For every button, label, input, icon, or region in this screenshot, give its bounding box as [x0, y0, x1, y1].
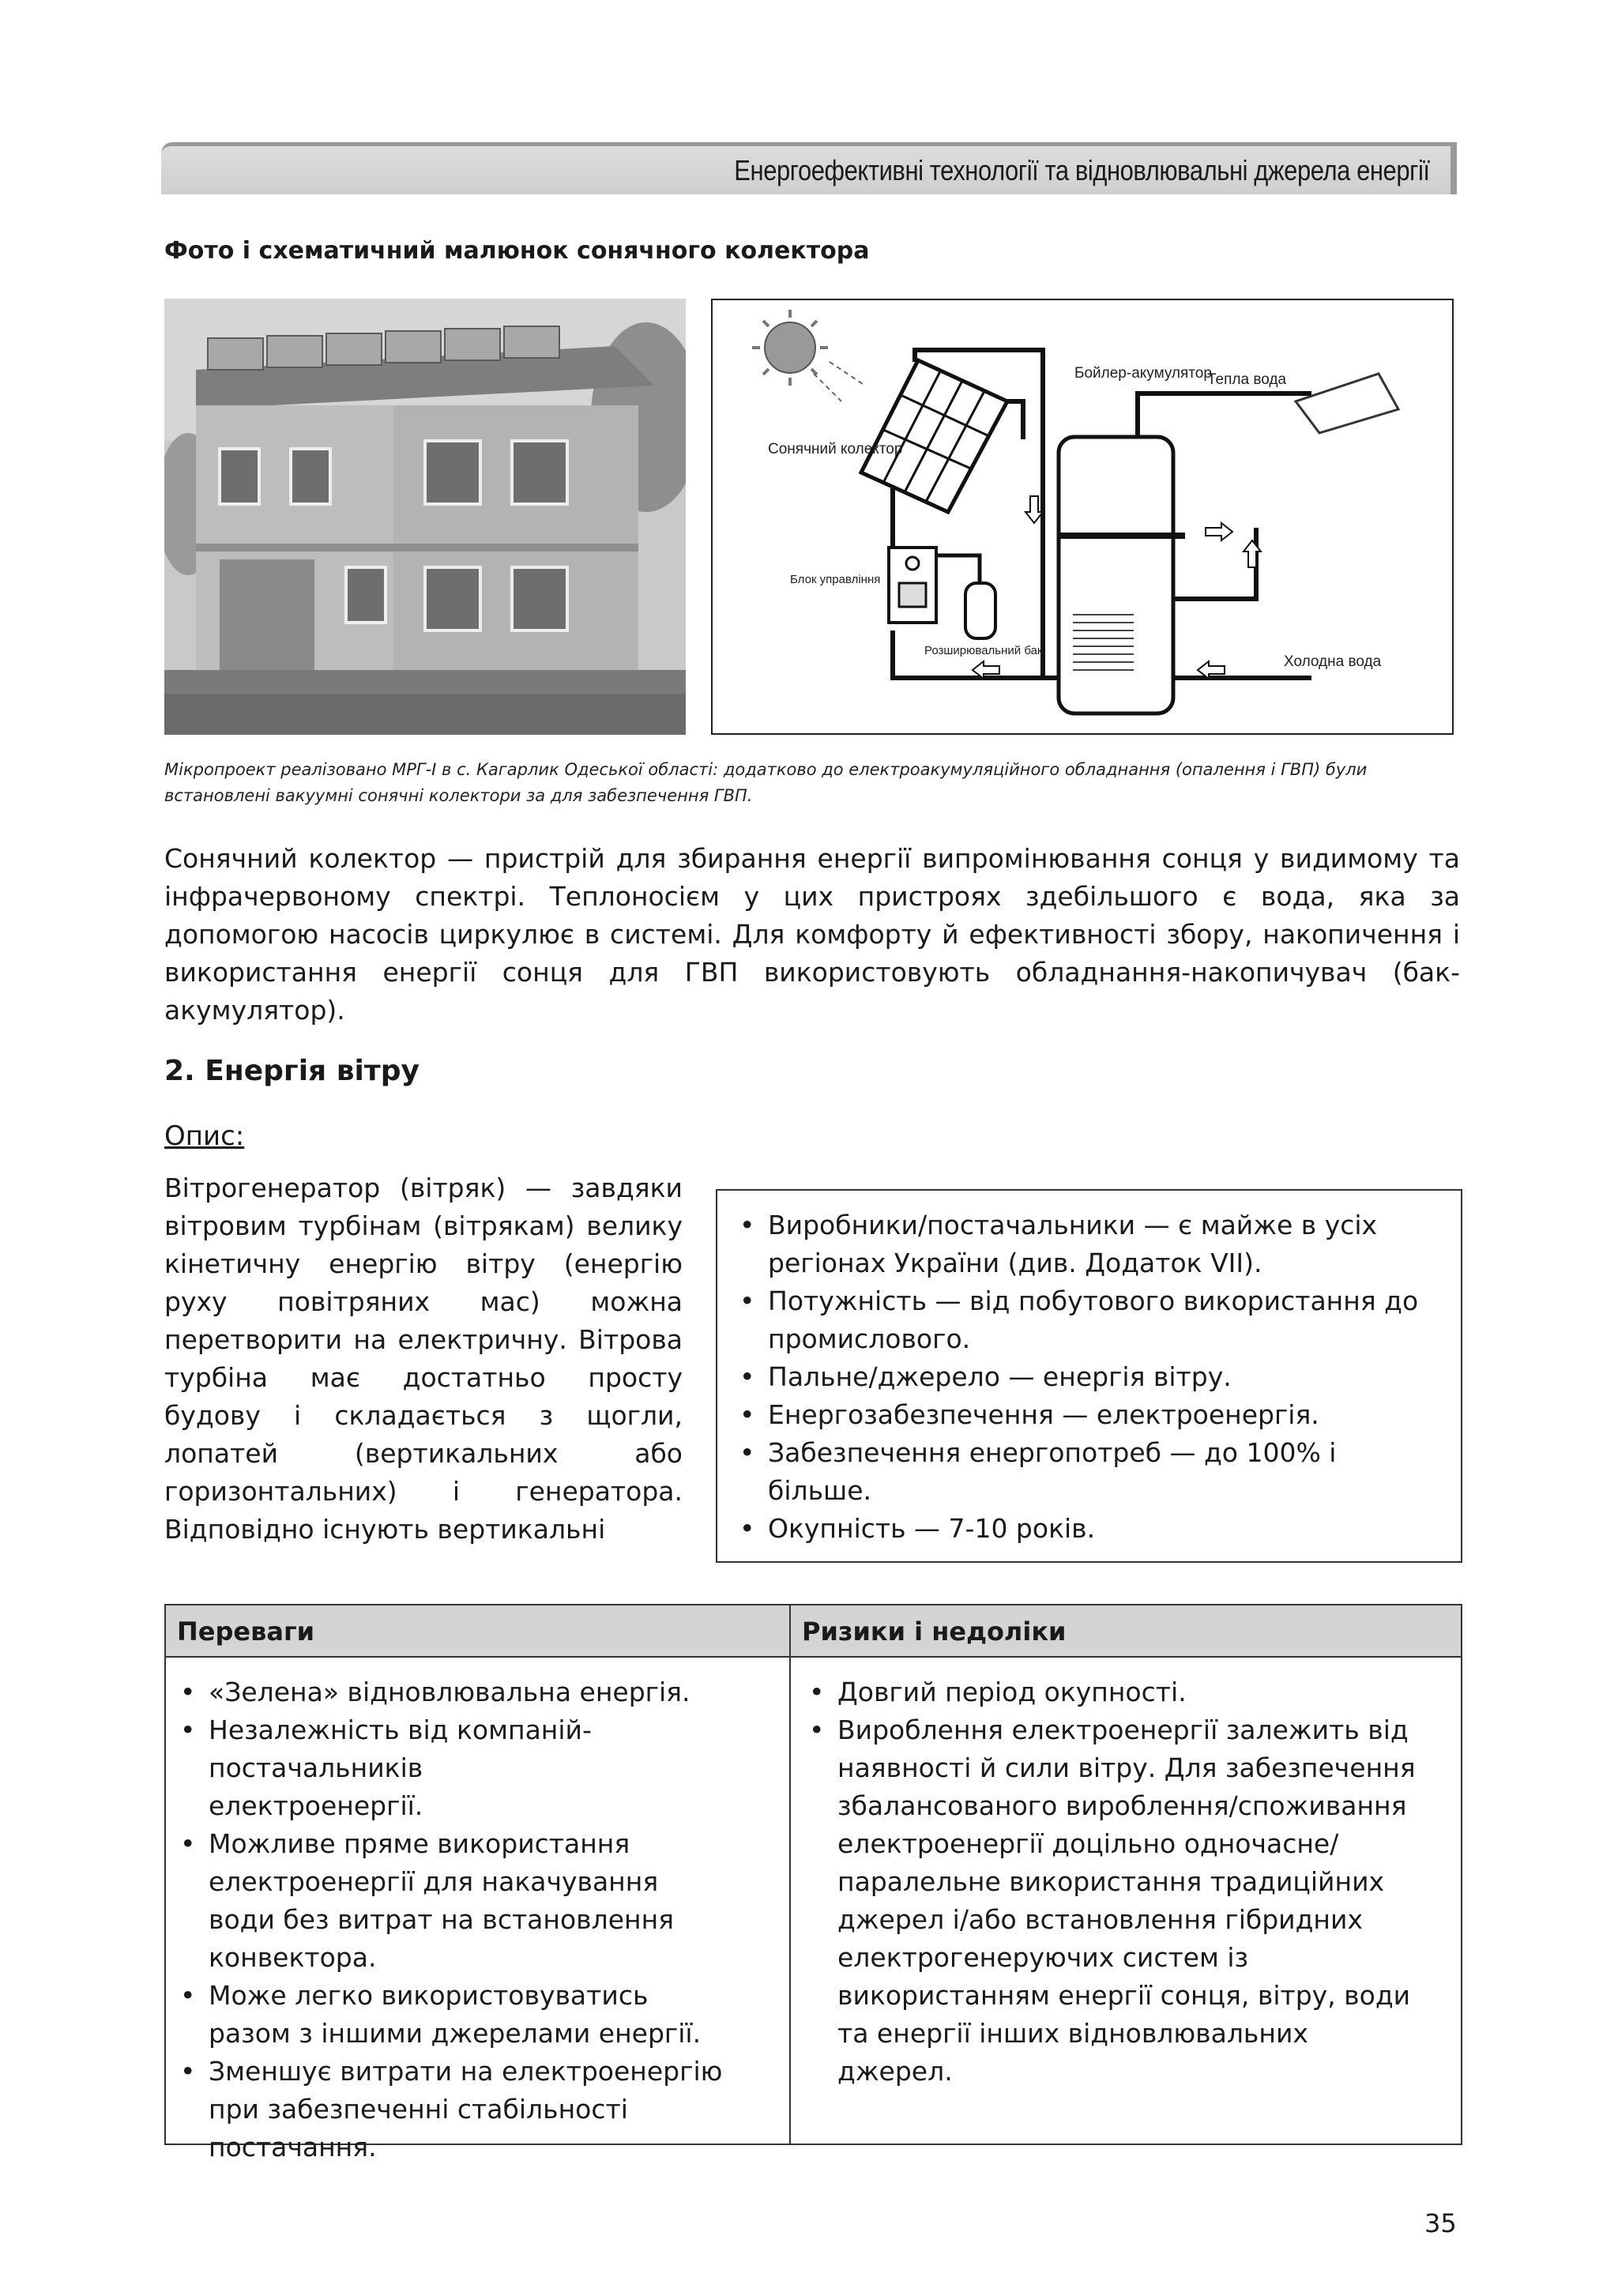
description-label: Опис:	[164, 1120, 245, 1152]
cons-item: • Вироблення електроенергії залежить від наявності й сили вітру. Для забезпечення збалансованого вироблення/споживання електроенергії доцільно одночасне/паралельне використання традиційних джерел і/або встановлення гібридних електрогенеруючих систем із використанням енергії сонця, вітру, води та енергії інших відновлювальних джерел.	[806, 1711, 1454, 2091]
pros-item: • Можливе пряме використання електроенергії для накачування води без витрат на встановлення конвектора.	[177, 1825, 777, 1977]
figure-title: Фото і схематичний малюнок сонячного колектора	[164, 237, 870, 265]
pros-item: • «Зелена» відновлювальна енергія.	[177, 1673, 777, 1711]
solar-collector-diagram	[711, 299, 1454, 735]
diagram-label-boiler: Бойлер-акумулятор	[1074, 365, 1212, 382]
diagram-label-tank: Розширювальний бак	[924, 644, 1043, 657]
running-header-title: Енергоефективні технології та відновлювальні джерела енергії	[734, 154, 1430, 186]
building-photo	[164, 299, 686, 735]
expansion-tank	[965, 583, 995, 638]
fact-item: • Виробники/постачальники — є майже в усіх регіонах України (див. Додаток VII).	[736, 1206, 1445, 1282]
intro-paragraph: Сонячний колектор — пристрій для збирання енергії випромінювання сонця у видимому та інфрачервоному спектрі. Теплоносієм у цих пристроях здебільшого є вода, яка за допомогою насосів циркулює в системі. Для комфорту й ефективності збору, накопичення і використання енергії сонця для ГВП використовують обладнання-накопичувач (бак-акумулятор).	[164, 843, 1460, 1026]
pros-list	[177, 1673, 777, 2166]
pros-item: • Зменшує витрати на електроенергію при забезпеченні стабільності постачання.	[177, 2053, 777, 2166]
diagram-label-cold: Холодна вода	[1284, 653, 1382, 670]
boiler-tank	[1059, 437, 1173, 713]
fact-item: • Пальне/джерело — енергія вітру.	[736, 1358, 1445, 1396]
wind-facts-box	[716, 1189, 1462, 1563]
column-divider	[789, 1605, 791, 2144]
pros-item: • Незалежність від компаній-постачальників електроенергії.	[177, 1711, 777, 1825]
cons-list	[806, 1673, 1454, 2091]
fact-item: • Енергозабезпечення — електроенергія.	[736, 1396, 1445, 1434]
diagram-label-warm: Тепла вода	[1207, 371, 1287, 388]
pros-cons-table	[164, 1604, 1462, 2162]
cons-item: • Довгий період окупності.	[806, 1673, 1454, 1711]
fact-item: • Потужність — від побутового використання до промислового.	[736, 1282, 1445, 1358]
pros-item: • Може легко використовуватись разом з іншими джерелами енергії.	[177, 1977, 777, 2053]
photo-caption: Мікропроект реалізовано МРГ-І в с. Кагарлик Одеської області: додатково до електроакумуляційного обладнання (опалення і ГВП) були встановлені вакуумні сонячні колектори за для забезпечення ГВП.	[164, 760, 1368, 805]
wind-description-text: Вітрогенератор (вітряк) — завдяки вітровим турбінам (вітрякам) велику кінетичну енергію вітру (енергію руху повітряних мас) можна перетворити на електричну. Вітрова турбіна має достатньо просту будову і складається з щогли, лопатей (вертикальних або горизонтальних) і генератора. Відповідно існують вертикальні	[164, 1172, 683, 1545]
diagram-label-control: Блок управління	[790, 573, 881, 586]
pros-header: Переваги	[166, 1605, 789, 1658]
fact-item: • Забезпечення енергопотреб — до 100% і більше.	[736, 1434, 1445, 1510]
fact-item: • Окупність — 7-10 років.	[736, 1510, 1445, 1548]
section-heading-wind: 2. Енергія вітру	[164, 1055, 420, 1087]
diagram-label-collector: Сонячний колектор	[768, 441, 903, 457]
cons-header: Ризики і недоліки	[791, 1605, 1461, 1658]
page-number: 35	[1424, 2208, 1457, 2238]
running-header	[161, 142, 1457, 194]
